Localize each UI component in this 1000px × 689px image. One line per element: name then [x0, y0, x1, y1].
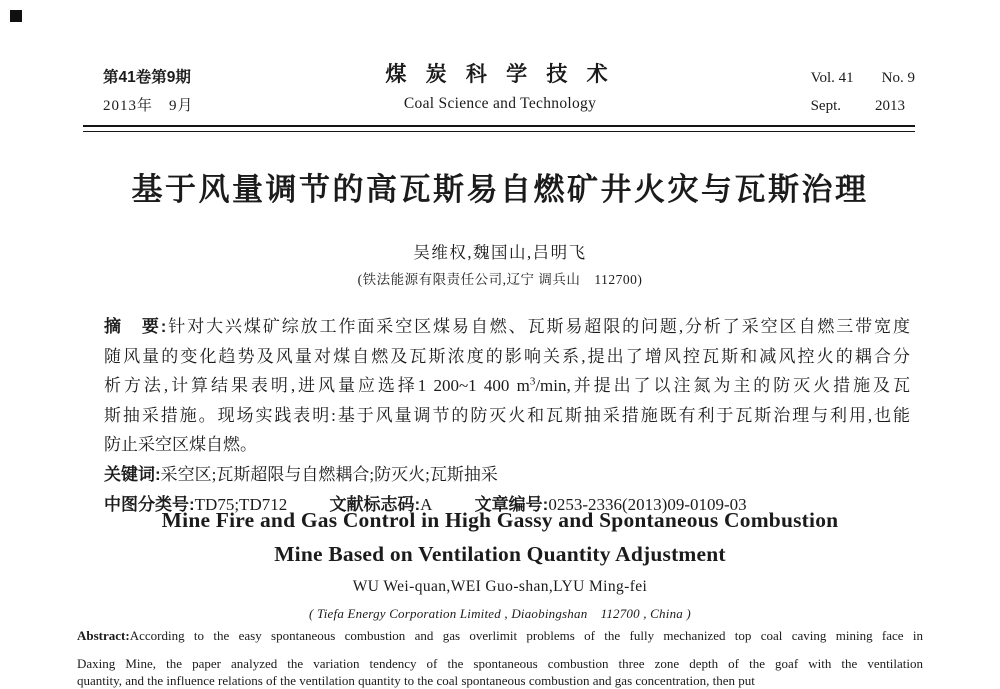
scan-corner-mark	[10, 10, 22, 22]
abstract-cn-block	[104, 312, 910, 519]
affiliation-en: ( Tiefa Energy Corporation Limited , Diaobingshan 112700 , China )	[309, 606, 691, 621]
header-double-rule	[83, 125, 915, 132]
article-no-label: 文章编号:	[474, 494, 549, 514]
article-no-value: 0253-2336(2013)09-0109-03	[548, 494, 747, 514]
volume-issue-cn: 第41卷第9期	[103, 69, 191, 86]
abstract-text-1: 针对大兴煤矿综放工作面采空区煤易自燃、瓦斯易超限的问题,分析了采空区自燃三带宽度	[166, 317, 910, 336]
article-title-en-line2: Mine Based on Ventilation Quantity Adjustment	[274, 542, 726, 566]
abstract-line-5: 防止采空区煤自燃。	[104, 435, 257, 455]
abstract-line-2: 随风量的变化趋势及风量对煤自燃及瓦斯浓度的影响关系,提出了增风控瓦斯和减风控火的耦合分	[104, 346, 910, 366]
affiliation-cn: (铁法能源有限责任公司,辽宁 调兵山 112700)	[357, 272, 643, 287]
header-right	[811, 64, 915, 120]
abstract-en-line-1	[77, 627, 923, 644]
authors-cn: 吴维权,魏国山,吕明飞	[413, 243, 587, 262]
month-en: Sept.	[810, 98, 841, 114]
abstract-en-text-1: According to the easy spontaneous combustion and gas overlimit problems of the fully mechanized top coal caving mining face in	[129, 628, 923, 643]
date-line-en	[811, 92, 915, 120]
vol-en: Vol. 41	[810, 70, 854, 86]
keywords-label: 关键词:	[104, 464, 161, 484]
no-en: No. 9	[881, 70, 915, 86]
abstract-text-3b: /min,并提出了以注氮为主的防灭火措施及瓦	[535, 376, 910, 396]
doc-code-value: A	[420, 494, 433, 514]
authors-en: WU Wei-quan,WEI Guo-shan,LYU Ming-fei	[352, 578, 648, 595]
keywords-text: 采空区;瓦斯超限与自燃耦合;防灭火;瓦斯抽采	[160, 464, 498, 484]
abstract-line-1	[104, 312, 910, 342]
doc-code-label: 文献标志码:	[329, 494, 421, 514]
abstract-en-line-3-clipped: quantity, and the influence relations of the ventilation quantity to the coal spontaneous combustion and gas concentration, then put	[77, 673, 755, 688]
clc-label: 中图分类号:	[104, 494, 195, 514]
abstract-line-4: 斯抽采措施。现场实践表明:基于风量调节的防灭火和瓦斯抽采措施既有利于瓦斯治理与利用,也能	[104, 405, 910, 425]
abstract-text-3a: 析方法,计算结果表明,进风量应选择1 200~1 400 m	[104, 376, 530, 396]
journal-title-cn: 煤 炭 科 学 技 术	[385, 62, 615, 86]
year-en: 2013	[875, 98, 905, 114]
date-cn: 2013年 9月	[103, 98, 194, 114]
abstract-line-3	[104, 371, 910, 401]
abstract-en-line-2: Daxing Mine, the paper analyzed the variation tendency of the spontaneous combustion three zone depth of the goaf with the ventilation	[77, 656, 923, 671]
keywords-line	[104, 460, 910, 490]
clc-value: TD75;TD712	[194, 494, 288, 514]
volume-line-en	[811, 64, 915, 92]
abstract-label: 摘 要:	[104, 317, 167, 336]
article-title-cn: 基于风量调节的高瓦斯易自燃矿井火灾与瓦斯治理	[131, 172, 869, 207]
superscript-3: 3	[529, 375, 536, 388]
article-title-en-line1: Mine Fire and Gas Control in High Gassy and Spontaneous Combustion	[161, 508, 839, 532]
journal-title-en: Coal Science and Technology	[403, 95, 597, 112]
abstract-en-label: Abstract:	[77, 628, 130, 643]
